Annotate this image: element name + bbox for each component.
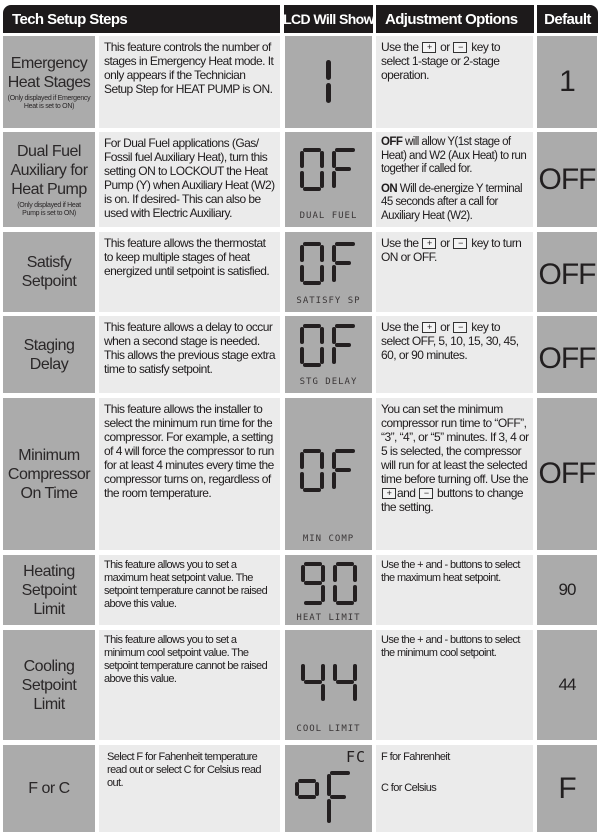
row-emergency-heat-stages-title: [3, 36, 95, 128]
step-title: Staging Delay: [23, 336, 75, 373]
options-text: Use the: [381, 320, 419, 334]
row-staging-delay-options: [376, 316, 533, 393]
row-dual-fuel-default: [537, 132, 597, 227]
row-f-or-c-description: [99, 745, 280, 832]
row-satisfy-setpoint-lcd: [285, 232, 372, 312]
options-text: You can set the minimum compressor run time to “OFF”, “3”, “4”, or “5” minutes. If 3, 4 or 5 is selected, the compressor will run for at least the selected time before turning off. Use the: [381, 402, 529, 486]
row-emergency-heat-stages-options: [376, 36, 533, 128]
row-staging-delay-lcd: [285, 316, 372, 393]
header-adjustment-options: [376, 5, 534, 33]
step-title: Minimum Compressor On Time: [7, 446, 91, 502]
option-off-label: OFF: [381, 136, 403, 148]
row-dual-fuel-description: [99, 132, 280, 227]
step-note: (Only displayed if Emergency Heat is set to ON): [7, 94, 91, 110]
options-text: Use the: [381, 236, 419, 250]
default-value: 44: [558, 675, 576, 694]
options-text: buttons to change the setting.: [381, 486, 524, 514]
option-off-text: will allow Y(1st stage of Heat) and W2 (Aux Heat) to run together if called for.: [381, 136, 527, 175]
default-value: 90: [558, 580, 576, 599]
plus-key-icon: +: [382, 488, 396, 499]
options-text: Use the: [381, 40, 419, 54]
plus-key-icon: +: [422, 238, 436, 249]
row-staging-delay-default: [537, 316, 597, 393]
header-default: [537, 5, 598, 33]
row-min-compressor-default: [537, 398, 597, 550]
lcd-label: HEAT LIMIT: [296, 613, 361, 623]
row-heating-limit-options: [376, 555, 533, 625]
lcd-label: DUAL FUEL: [299, 211, 358, 221]
step-title: Satisfy Setpoint: [21, 254, 77, 290]
minus-key-icon: −: [453, 42, 467, 53]
header-label: LCD Will Show: [283, 11, 374, 27]
options-text: and: [397, 486, 416, 500]
lcd-digits-of-icon: [300, 148, 358, 192]
row-f-or-c-title: [3, 745, 95, 832]
row-emergency-heat-stages-lcd: [285, 36, 372, 128]
step-title: Cooling Setpoint Limit: [21, 657, 77, 713]
step-note: (Only displayed if Heat Pump is set to ON): [17, 201, 81, 217]
description-text: Select F for Fahenheit temperature read out or select C for Celsius read out.: [107, 751, 261, 789]
row-min-compressor-description: [99, 398, 280, 550]
step-title: Emergency Heat Stages: [7, 54, 91, 91]
description-text: This feature controls the number of stages in Emergency Heat mode. It only appears if the Technician Setup Step for HEAT PUMP is ON.: [104, 40, 274, 96]
row-min-compressor-title: [3, 398, 95, 550]
minus-key-icon: −: [419, 488, 433, 499]
row-f-or-c-default: [537, 745, 597, 832]
row-satisfy-setpoint-options: [376, 232, 533, 312]
row-cooling-limit-description: [99, 630, 280, 740]
lcd-digits-of-icon: [300, 449, 358, 493]
header-label: Default: [544, 10, 591, 28]
row-satisfy-setpoint-description: [99, 232, 280, 312]
row-emergency-heat-stages-default: [537, 36, 597, 128]
row-cooling-limit-title: [3, 630, 95, 740]
lcd-label: SATISFY SP: [296, 296, 361, 306]
default-value: OFF: [538, 457, 596, 490]
row-emergency-heat-stages-description: [99, 36, 280, 128]
option-on: [381, 183, 529, 224]
options-text: or: [440, 40, 450, 54]
options-text: key to select OFF, 5, 10, 15, 30, 45, 60, or 90 minutes.: [381, 320, 519, 362]
option-on-text: Will de-energize Y terminal 45 seconds after a call for Auxiliary Heat (W2).: [381, 182, 522, 222]
default-value: F: [558, 771, 576, 805]
options-text: Use the + and - buttons to select the minimum cool setpoint.: [381, 634, 520, 659]
row-f-or-c-options: [376, 745, 533, 832]
row-staging-delay-title: [3, 316, 95, 393]
options-text: key to turn ON or OFF.: [381, 236, 522, 264]
description-text: This feature allows the thermostat to keep multiple stages of heat energized until setpoint is satisfied.: [104, 236, 270, 278]
row-heating-limit-default: [537, 555, 597, 625]
default-value: OFF: [538, 341, 596, 375]
header-lcd-will-show: [284, 5, 373, 33]
description-text: This feature allows you to set a minimum cool setpoint value. The setpoint temperature cannot be raised above this value.: [104, 634, 268, 685]
lcd-label: MIN COMP: [302, 534, 355, 544]
row-cooling-limit-default: [537, 630, 597, 740]
header-tech-setup-steps: [3, 5, 280, 33]
row-staging-delay-description: [99, 316, 280, 393]
description-text: For Dual Fuel applications (Gas/ Fossil fuel Auxiliary Heat), turn this setting ON to LOCKOUT the Heat Pump (Y) when Auxiliary Heat (W2) is on. If desired- This can also be used with Electric Auxiliary.: [104, 136, 275, 220]
row-dual-fuel-options: [376, 132, 533, 227]
lcd-digit-1-icon: [324, 60, 334, 104]
lcd-label: COOL LIMIT: [296, 724, 361, 734]
options-text: or: [440, 320, 450, 334]
header-label: Adjustment Options: [385, 10, 518, 28]
row-min-compressor-lcd: [285, 398, 372, 550]
step-title: Heating Setpoint Limit: [21, 562, 77, 618]
step-title: F or C: [28, 780, 70, 797]
row-heating-limit-title: [3, 555, 95, 625]
plus-key-icon: +: [422, 322, 436, 333]
default-value: OFF: [538, 162, 596, 196]
option-on-label: ON: [381, 182, 398, 195]
default-value: 1: [559, 65, 575, 98]
default-value: OFF: [538, 258, 596, 291]
row-satisfy-setpoint-title: [3, 232, 95, 312]
options-text: or: [440, 236, 450, 250]
row-f-or-c-lcd: [285, 745, 372, 832]
option-fahrenheit: F for Fahrenheit: [381, 751, 450, 763]
lcd-digits-of-small-icon: [295, 771, 355, 827]
row-min-compressor-options: [376, 398, 533, 550]
row-cooling-limit-options: [376, 630, 533, 740]
lcd-digits-44-icon: [301, 661, 357, 705]
options-text: key to select 1-stage or 2-stage operation.: [381, 40, 500, 82]
options-text: Use the + and - buttons to select the maximum heat setpoint.: [381, 559, 520, 584]
row-satisfy-setpoint-default: [537, 232, 597, 312]
description-text: This feature allows you to set a maximum heat setpoint value. The setpoint temperature cannot be raised above this value.: [104, 559, 268, 610]
lcd-digits-of-icon: [300, 324, 358, 368]
lcd-digits-90-icon: [301, 562, 357, 606]
row-dual-fuel-title: [3, 132, 95, 227]
description-text: This feature allows the installer to select the minimum run time for the compressor. For example, a setting of 4 will force the compressor to run for at least 4 minutes every time the compressor turns on, regardless of the room temperature.: [104, 402, 274, 500]
row-cooling-limit-lcd: [285, 630, 372, 740]
option-celsius: C for Celsius: [381, 782, 437, 794]
description-text: This feature allows a delay to occur when a second stage is needed. This allows the previous stage extra time to satisfy setpoint.: [104, 320, 275, 376]
lcd-digits-of-icon: [300, 242, 358, 286]
plus-key-icon: +: [422, 42, 436, 53]
lcd-corner-label: FC: [345, 748, 366, 766]
option-off: [381, 136, 529, 177]
row-heating-limit-lcd: [285, 555, 372, 625]
lcd-label: STG DELAY: [299, 377, 358, 387]
minus-key-icon: −: [453, 322, 467, 333]
row-heating-limit-description: [99, 555, 280, 625]
minus-key-icon: −: [453, 238, 467, 249]
row-dual-fuel-lcd: [285, 132, 372, 227]
step-title: Dual Fuel Auxiliary for Heat Pump: [10, 142, 88, 198]
header-label: Tech Setup Steps: [12, 10, 128, 28]
